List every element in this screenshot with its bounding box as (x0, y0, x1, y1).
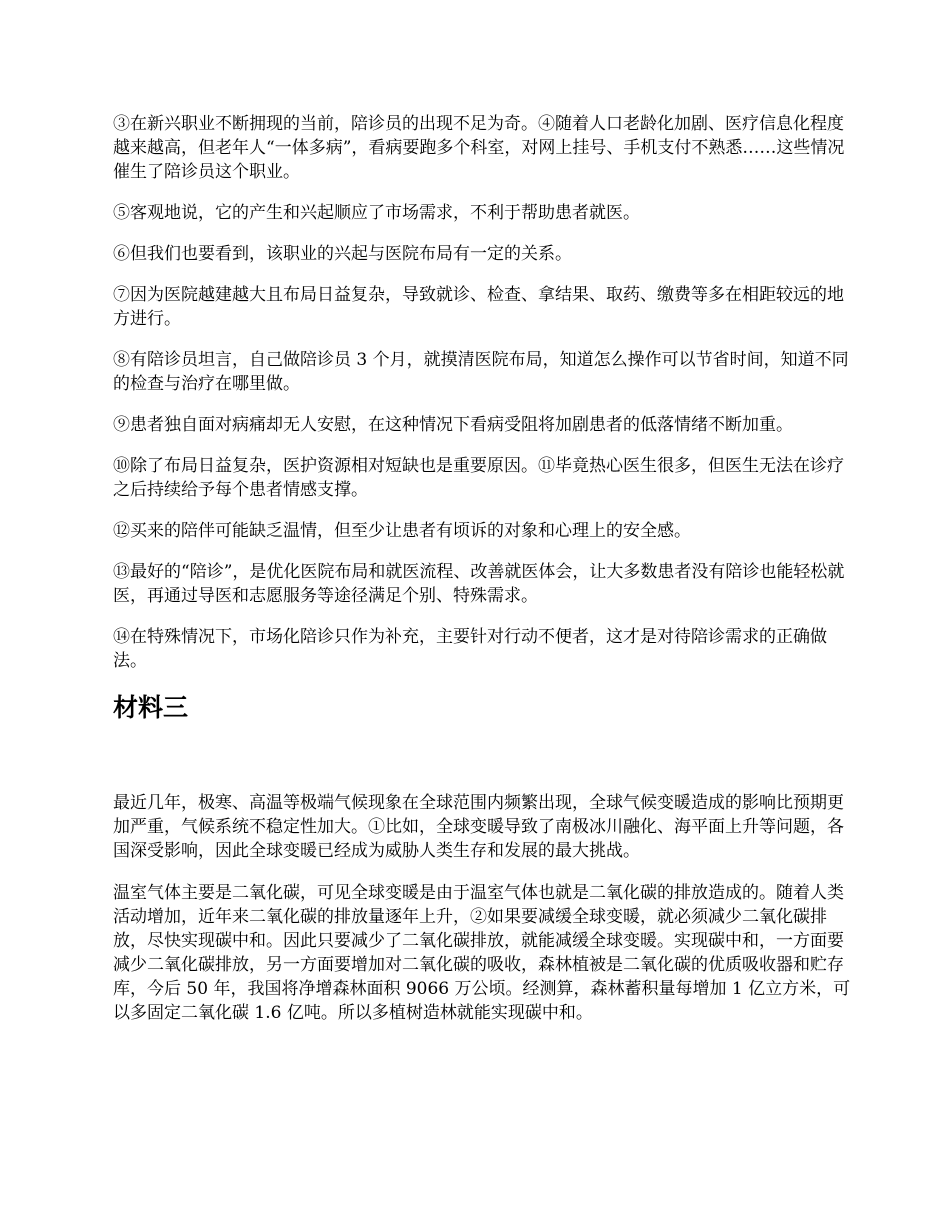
paragraph-13: ⑬最好的“陪诊”，是优化医院布局和就医流程、改善就医体会，让大多数患者没有陪诊也能轻松就医，再通过导医和志愿服务等途径满足个别、特殊需求。 (113, 562, 845, 606)
paragraph-8: ⑧有陪诊员坦言，自己做陪诊员 3 个月，就摸清医院布局，知道怎么操作可以节省时间，知道不同的检查与治疗在哪里做。 (113, 350, 849, 394)
paragraph-9: ⑨患者独自面对病痛却无人安慰，在这种情况下看病受阻将加剧患者的低落情绪不断加重。 (113, 415, 793, 435)
paragraph-7: ⑦因为医院越建越大且布局日益复杂，导致就诊、检查、拿结果、取药、缴费等多在相距较远的地方进行。 (113, 285, 844, 329)
section-two (113, 112, 853, 673)
document-page (113, 112, 853, 1043)
paragraph-14: ⑭在特殊情况下，市场化陪诊只作为补充，主要针对行动不便者，这才是对待陪诊需求的正确做法。 (113, 627, 827, 671)
paragraph-5: ⑤客观地说，它的产生和兴起顺应了市场需求，不利于帮助患者就医。 (113, 203, 640, 223)
paragraph-6: ⑥但我们也要看到，该职业的兴起与医院布局有一定的关系。 (113, 244, 572, 264)
paragraph-3-4: ③在新兴职业不断拥现的当前，陪诊员的出现不足为奇。④随着人口老龄化加剧、医疗信息化程度越来越高，但老年人“一体多病”，看病要跑多个科室，对网上挂号、手机支付不熟悉……这些情况催生了陪诊员这个职业。 (113, 114, 845, 182)
climate-paragraph-1: 最近几年，极寒、高温等极端气候现象在全球范围内频繁出现，全球气候变暖造成的影响比预期更加严重，气候系统不稳定性加大。①比如，全球变暖导致了南极冰川融化、海平面上升等问题，各国深受影响，因此全球变暖已经成为威胁人类生存和发展的最大挑战。 (113, 793, 844, 861)
section-spacer (113, 725, 853, 791)
section-heading: 材料三 (113, 693, 189, 722)
section-three (113, 691, 853, 1025)
paragraph-12: ⑫买来的陪伴可能缺乏温情，但至少让患者有顷诉的对象和心理上的安全感。 (113, 521, 691, 541)
climate-paragraph-2: 温室气体主要是二氧化碳，可见全球变暖是由于温室气体也就是二氧化碳的排放造成的。随着人类活动增加，近年来二氧化碳的排放量逐年上升，②如果要减缓全球变暖，就必须减少二氧化碳排放，尽快实现碳中和。因此只要减少了二氧化碳排放，就能减缓全球变暖。实现碳中和，一方面要减少二氧化碳排放，另一方面要增加对二氧化碳的吸收，森林植被是二氧化碳的优质吸收器和贮存库，今后 50 年，我国将净增森林面积 9066 万公顷。经测算，森林蓄积量每增加 1 亿立方米，可以多固定二氧化碳 1.6 亿吨。所以多植树造林就能实现碳中和。 (113, 883, 851, 1023)
paragraph-10-11: ⑩除了布局日益复杂，医护资源相对短缺也是重要原因。⑪毕竟热心医生很多，但医生无法在诊疗之后持续给予每个患者情感支撑。 (113, 456, 844, 500)
